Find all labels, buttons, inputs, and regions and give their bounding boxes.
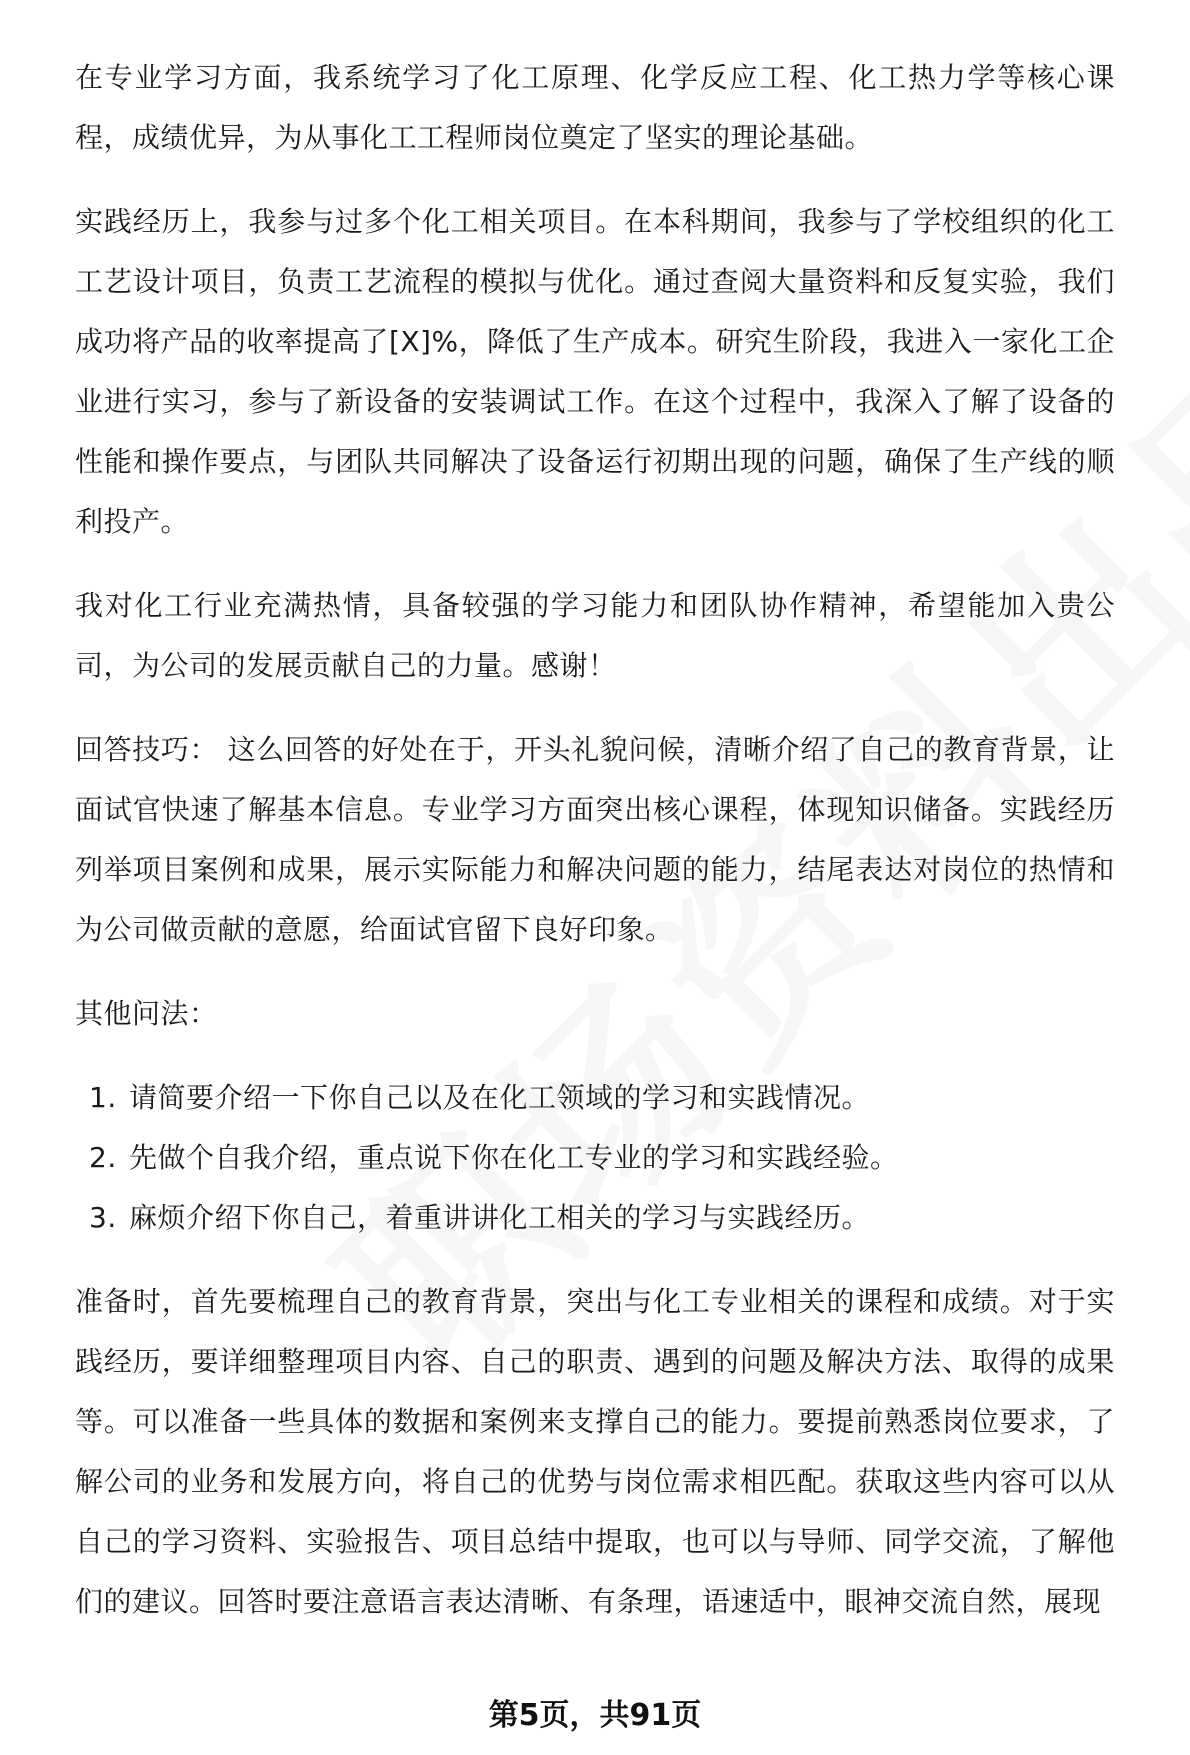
paragraph-preparation: 准备时，首先要梳理自己的教育背景，突出与化工专业相关的课程和成绩。对于实践经历，要详细整理项目内容、自己的职责、遇到的问题及解决方法、取得的成果等。可以准备一些具体的数据和案例来支撑自己的能力。要提前熟悉岗位要求，了解公司的业务和发展方向，将自己的优势与岗位需求相匹配。获取这些内容可以从自己的学习资料、实验报告、项目总结中提取，也可以与导师、同学交流，了解他们的建议。回答时要注意语言表达清晰、有条理，语速适中，眼神交流自然，展现 bbox=[75, 1285, 1115, 1618]
list-item-number: 1. bbox=[89, 1081, 117, 1114]
alt-questions-list bbox=[75, 1068, 1115, 1248]
list-item bbox=[75, 1068, 1115, 1128]
document-body bbox=[75, 48, 1115, 1656]
paragraph-professional-study: 在专业学习方面，我系统学习了化工原理、化学反应工程、化工热力学等核心课程，成绩优异，为从事化工工程师岗位奠定了坚实的理论基础。 bbox=[75, 61, 1115, 154]
list-item-text: 先做个自我介绍，重点说下你在化工专业的学习和实践经验。 bbox=[129, 1141, 899, 1174]
list-item bbox=[75, 1128, 1115, 1188]
list-item bbox=[75, 1188, 1115, 1248]
page-number-footer: 第5页，共91页 bbox=[488, 1698, 702, 1733]
list-item-number: 3. bbox=[89, 1201, 117, 1234]
paragraph-other-questions-heading: 其他问法： bbox=[75, 997, 218, 1030]
paragraph-practical-experience: 实践经历上，我参与过多个化工相关项目。在本科期间，我参与了学校组织的化工工艺设计项目，负责工艺流程的模拟与优化。通过查阅大量资料和反复实验，我们成功将产品的收率提高了[X]%，降低了生产成本。研究生阶段，我进入一家化工企业进行实习，参与了新设备的安装调试工作。在这个过程中，我深入了解了设备的性能和操作要点，与团队共同解决了设备运行初期出现的问题，确保了生产线的顺利投产。 bbox=[75, 205, 1115, 538]
list-item-text: 麻烦介绍下你自己，着重讲讲化工相关的学习与实践经历。 bbox=[129, 1201, 871, 1234]
paragraph-enthusiasm: 我对化工行业充满热情，具备较强的学习能力和团队协作精神，希望能加入贵公司，为公司的发展贡献自己的力量。感谢！ bbox=[75, 589, 1115, 682]
paragraph-answer-tips: 回答技巧： 这么回答的好处在于，开头礼貌问候，清晰介绍了自己的教育背景，让面试官快速了解基本信息。专业学习方面突出核心课程，体现知识储备。实践经历列举项目案例和成果，展示实际能力和解决问题的能力，结尾表达对岗位的热情和为公司做贡献的意愿，给面试官留下良好印象。 bbox=[75, 733, 1115, 946]
list-item-number: 2. bbox=[89, 1141, 117, 1174]
list-item-text: 请简要介绍一下你自己以及在化工领域的学习和实践情况。 bbox=[129, 1081, 871, 1114]
